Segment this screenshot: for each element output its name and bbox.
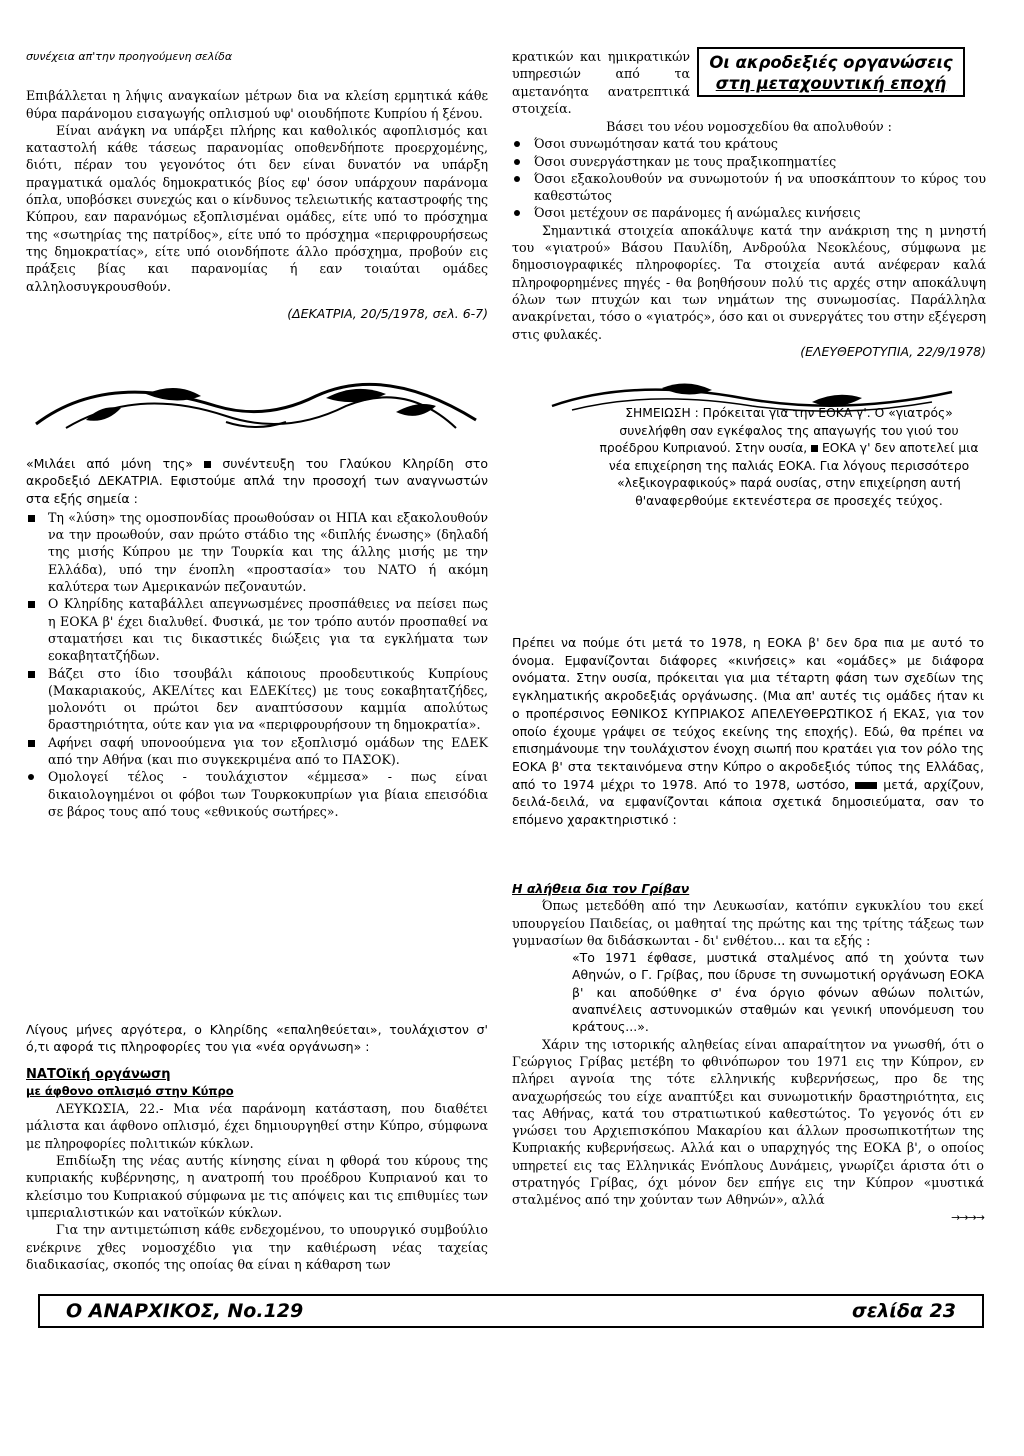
- list-item: Όσοι εξακολουθούν να συνωμοτούν ή να υποσκάπτουν το κύρος του καθεστώτος: [512, 170, 986, 205]
- round-bullet-icon: [514, 141, 520, 147]
- article-headline-2: με άφθονο οπλισμό στην Κύπρο: [26, 1083, 234, 1098]
- article-para-1: ΛΕΥΚΩΣΙΑ, 22.- Μια νέα παράνομη κατάσταση, που διαθέτει μάλιστα και άφθονο οπλισμό, έχει δημιουργηθεί στην Κύπρο, σύμφωνα με πληροφορίες πολιτικών κύκλων.: [26, 1101, 488, 1151]
- investigation-para: Σημαντικά στοιχεία αποκάλυψε κατά την ανάκριση της η μνηστή του «γιατρού» Βάσου Παυλίδη, Ανδρούλα Νεοκλέους, σύμφωνα με δημοσιογραφικές πληροφορίες. Τα στοιχεία αυτά ανέφεραν καλά πληροφορημένες πηγές - θα βοηθήσουν πολύ τις αρχές στην αποκάλυψη όλων των πτυχών και των νημάτων της συνωμοσίας. Παράλληλα ανακρίνεται, τόσο ο «γιατρός», όσο και οι συνεργάτες του στην εξέγερση στις φυλακές.: [512, 222, 986, 342]
- round-bullet-icon: [514, 159, 520, 165]
- list-item: Αφήνει σαφή υπονοούμενα για τον εξοπλισμό ομάδων της ΕΔΕΚ από την Αθήνα (και πιο συγκεκριμένα από το ΠΑΣΟΚ).: [26, 734, 488, 769]
- round-bullet-icon: [514, 176, 520, 182]
- round-bullet-icon: [28, 774, 34, 780]
- interview-points: [26, 509, 488, 820]
- grivas-quote: «Το 1971 έφθασε, μυστικά σταλμένος από τη χούντα των Αθηνών, ο Γ. Γρίβας, που ίδρυσε τη συνωμοτική οργάνωση ΕΟΚΑ β' και αποδύθηκε σ' ένα όργιο φόνων αθώων πολιτών, αναπνέλεις αστυνομικών σταθμών και γενική υπονόμευση του κράτους...».: [572, 950, 984, 1035]
- square-bullet-icon: [28, 601, 35, 608]
- dateline: ΛΕΥΚΩΣΙΑ, 22.-: [56, 1101, 164, 1117]
- square-bullet-icon: [28, 671, 35, 678]
- right-top-citation: (ΕΛΕΥΘΕΡΟΤΥΠΙΑ, 22/9/1978): [800, 343, 986, 359]
- left-top-para-2: Είναι ανάγκη να υπάρξει πλήρης και καθολικός αφοπλισμός και καταστολή κάθε τάσεως παρανομίας οποθενδήποτε προερχομένης, διότι, πέραν του γεγονότος ότι δεν είναι δυνατόν να υπάρξη πραγματικά ομαλός δημοκρατικός βίος εφ' όσον υπάρχουν παράνομα όπλα, υποβόσκει συνεχώς και ο κίνδυνος τελειωτικής καταστροφής της Κύπρου, εαν παρανόμως εξοπλισμέναι ομάδες, είτε υπό το πρόσχημα της «σωτηρίας της πατρίδος», είτε υπό το πρόσχημα «περιφρουρήσεως της δημοκρατίας», είτε υπό οιονδήποτε άλλο πρόσχημα, προβούν εις πράξεις βίας και παρανομίας ή εαν τοιαύται ομάδες αλληλοσυγκρουσθούν.: [26, 122, 488, 294]
- grivas-para-1: Όπως μετεδόθη από την Λευκωσίαν, κατόπιν εγκυκλίου του εκεί υπουργείου Παιδείας, οι μαθηταί της πρώτης και της τρίτης τάξεως των γυμνασίων θα διδάσκωνται - δι' ενθέτου... και τα εξής :: [512, 898, 984, 948]
- organisation-intro: Λίγους μήνες αργότερα, ο Κληρίδης «επαληθεύεται», τουλάχιστον σ' ό,τι αφορά τις πληροφορίες του για «νέα οργάνωση» :: [26, 1022, 488, 1055]
- left-bottom-column: [26, 1021, 488, 1273]
- magazine-issue: Ο ΑΝΑΡΧΙΚΟΣ, Νο.129: [66, 1300, 304, 1322]
- article-para-3: Για την αντιμετώπιση κάθε ενδεχομένου, το υπουργικό συμβούλιο ενέκρινε χθες νομοσχέδιο για την καθιέρωση νέας ταχείας διαδικασίας, σκοπός της οποίας θα είναι η κάθαρση των: [26, 1222, 488, 1272]
- left-top-column: [26, 48, 488, 322]
- interview-intro-text: συνέντευξη του Γλαύκου Κληρίδη στο ακροδεξιό ΔΕΚΑΤΡΙΑ. Εφιστούμε απλά την προσοχή των αναγνωστών στα εξής σημεία :: [26, 456, 488, 506]
- article-headline-1: ΝΑΤΟϊκή οργάνωση: [26, 1066, 171, 1082]
- square-bullet-icon: [204, 461, 211, 468]
- square-bullet-icon: [28, 740, 35, 747]
- list-item: Τη «λύση» της ομοσπονδίας προωθούσαν οι ΗΠΑ και εξακολουθούν να την προωθούν, σαν πρώτο στάδιο της «διπλής ένωσης» (δηλαδή της μισής Κύπρου με την Τουρκία και της άλλης μισής με την Ελλάδα), υπό την ένοπλη «προστασία» του ΝΑΤΟ ή ακόμη καλύτερα των Αμερικανών πεζοναυτών.: [26, 509, 488, 595]
- right-mid-column: [512, 634, 984, 829]
- page-number: σελίδα 23: [852, 1300, 956, 1322]
- list-item: Ομολογεί τέλος - τουλάχιστον «έμμεσα» - πως είναι δικαιολογημένοι οι φόβοι των Τουρκοκυπρίων για βίαια επεισόδια σε βάρος τους από τους «εθνικούς σωτήρες».: [26, 768, 488, 820]
- note-text-b: ΕΟΚΑ γ' δεν αποτελεί μια νέα επιχείρηση της παλιάς ΕΟΚΑ. Για λόγους περισσότερο «λεξικογραφικούς» παρά ουσίας, στην επιχείρηση αυτή θ'αναφερθούμε εκτενέστερα σε προσεχές τεύχος.: [608, 441, 979, 508]
- right-bottom-column: [512, 880, 984, 1226]
- ornament-divider-left: [26, 376, 488, 446]
- black-bar-icon: [855, 782, 877, 789]
- note-text-a: Πρόκειται για την ΕΟΚΑ γ'. Ο «γιατρός» συνελήφθη σαν εγκέφαλος της απαγωγής του γιού του προέδρου Κυπριανού. Στην ουσία,: [599, 406, 959, 455]
- section-title-line-2: στη μεταχουντική εποχή: [715, 74, 947, 93]
- continue-arrows: →→→→: [951, 1210, 984, 1224]
- left-mid-column: [26, 455, 488, 820]
- dismissal-list: [512, 135, 986, 221]
- left-top-para-1: Επιβάλλεται η λήψις αναγκαίων μέτρων δια να κλείση ερμητικά κάθε θύρα παράνομου εισαγωγής οπλισμού υφ' οιουδήποτε Κυπρίου ή ξένου.: [26, 88, 488, 121]
- interview-intro: [26, 455, 488, 507]
- dismissal-lead: Βάσει του νέου νομοσχεδίου θα απολυθούν :: [606, 119, 892, 134]
- article-para-2: Επιδίωξη της νέας αυτής κίνησης είναι η φθορά του κύρους της κυπριακής κυβέρνησης, η ανατροπή του προέδρου Κυπριανού και το κλείσιμο του Κυπριακού σύμφωνα με τις απόψεις και τις επιθυμίες των ιμπεριαλιστικών και νατοϊκών κύκλων.: [26, 1153, 488, 1220]
- left-top-citation: (ΔΕΚΑΤΡΙΑ, 20/5/1978, σελ. 6-7): [287, 305, 488, 321]
- square-bullet-icon: [28, 515, 35, 522]
- grivas-para-2: Χάριν της ιστορικής αληθείας είναι απαραίτητον να γνωσθή, ότι ο Γεώργιος Γρίβας μετέβη το φθινόπωρον του 1971 εις την Κύπρον, εν πλήρει αγνοία της τότε ελληνικής κυβερνήσεως, προ δε της αναχωρήσεώς του είχε αναπτύξει και συνωμοτικήν δραστηριότητα, εις τας Αθήνας, κατά του στρατιωτικού καθεστώτος. Το γεγονός ότι εν γνώσει του Αρχιεπισκόπου Μακαρίου και άλλων προσωπικοτήτων της Κυπριακής κυβερνήσεως. Αλλά και ο υπαρχηγός της ΕΟΚΑ β', ο οποίος υπηρετεί εις τας Ελληνικάς Ενόπλους Δυνάμεις, γνωρίζει άριστα ότι ο στρατηγός Γρίβας, όχι μόνον δεν επήγε εις την Κύπρον «μυστικά σταλμένος από την χούνταν των Αθηνών», αλλά: [512, 1036, 984, 1208]
- list-item: Όσοι μετέχουν σε παράνομες ή ανώμαλες κινήσεις: [512, 204, 986, 221]
- list-item: Βάζει στο ίδιο τσουβάλι κάποιους προοδευτικούς Κυπρίους (Μακαριακούς, ΑΚΕΛίτες και ΕΔΕΚίτες) με τους εοκαβητατζήδες, μολονότι οι πρώτοι δεν αναπτύσσουν καμμία απολύτως δραστηριότητα, ούτε καν για να «περιφρουρήσουν τη δημοκρατία».: [26, 665, 488, 734]
- right-top-column: [512, 118, 986, 360]
- page-footer: [38, 1294, 984, 1328]
- list-item: Όσοι συνεργάστηκαν με τους πραξικοπηματίες: [512, 153, 986, 170]
- square-bullet-icon: [811, 445, 818, 452]
- section-title-box: [697, 47, 965, 97]
- round-bullet-icon: [514, 210, 520, 216]
- continued-note: συνέχεια απ'την προηγούμενη σελίδα: [26, 50, 233, 63]
- eoka-para: Πρέπει να πούμε ότι μετά το 1978, η ΕΟΚΑ β' δεν δρα πια με αυτό το όνομα. Εμφανίζονται διάφορες «κινήσεις» και «ομάδες» με διάφορα ονόματα. Στην ουσία, πρόκειται για μια τέταρτη φάση των σχεδίων της εγκληματικής ακροδεξιάς οργάνωσης. (Μια απ' αυτές τις ομάδες ήταν κι ο προπέρσινος ΕΘΝΙΚΟΣ ΚΥΠΡΙΑΚΟΣ ΑΠΕΛΕΥΘΕΡΩΤΙΚΟΣ ή ΕΚΑΣ, για τον οποίο έχουμε γράψει σε τεύχος εκείνης της εποχής). Εδώ, θα πρέπει να επισημάνουμε την τουλάχιστον ένοχη σιωπή που κρατάει για τον ρόλο της ΕΟΚΑ β' στα τεκταινόμενα στην Κύπρο ο ακροδεξιός τύπος της Ελλάδας, από το 1974 μέχρι το 1978. Από το 1978, ωστόσο, μετά, αρχίζουν, δειλά-δειλά, να εμφανίζονται κάποια σχετικά δημοσιεύματα, σαν το επόμενο χαρακτηριστικό :: [512, 635, 984, 828]
- list-item: Όσοι συνωμότησαν κατά του κράτους: [512, 135, 986, 152]
- editorial-note: [596, 405, 982, 510]
- interview-intro-title: «Μιλάει από μόνη της»: [26, 456, 194, 471]
- grivas-heading: Η αλήθεια δια τον Γρίβαν: [512, 881, 690, 896]
- note-label: ΣΗΜΕΙΩΣΗ :: [625, 406, 699, 420]
- list-item: Ο Κληρίδης καταβάλλει απεγνωσμένες προσπάθειες να πείσει πως η ΕΟΚΑ β' έχει διαλυθεί. Φυσικά, με τον τρόπο αυτόν προσπαθεί να σταματήσει και τις δικαστικές διώξεις για τα εγκλήματα των εοκαβητατζήδων.: [26, 595, 488, 664]
- right-lead: κρατικών και ημικρατικών υπηρεσιών από τα αμετανόητα ανατρεπτικά στοιχεία.: [512, 49, 690, 116]
- section-title-line-1: Οι ακροδεξιές οργανώσεις: [709, 53, 953, 72]
